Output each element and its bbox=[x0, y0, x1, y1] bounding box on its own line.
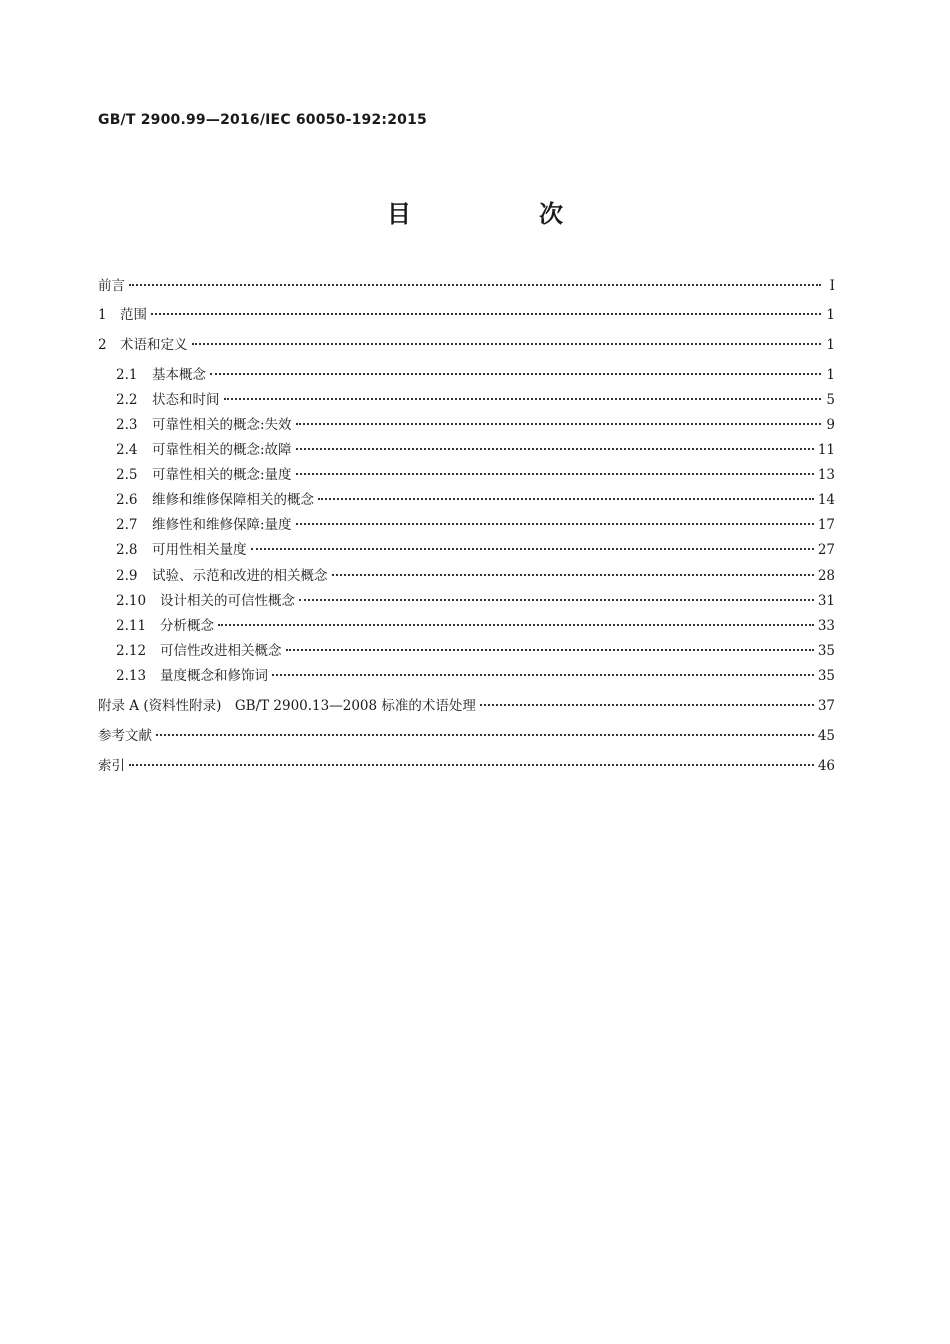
toc-entry-2-13[interactable] bbox=[116, 664, 835, 686]
dot-leader bbox=[296, 473, 814, 475]
toc-page-number: 5 bbox=[826, 392, 835, 408]
toc-entry-label: 附录 A (资料性附录) GB/T 2900.13—2008 标准的术语处理 bbox=[98, 698, 476, 714]
toc-entry-label: 参考文献 bbox=[98, 728, 152, 744]
toc-entry-2-10[interactable] bbox=[116, 589, 835, 611]
toc-entry-2-2[interactable] bbox=[116, 388, 835, 410]
toc-entry-2-7[interactable] bbox=[116, 513, 835, 535]
dot-leader bbox=[272, 674, 814, 676]
toc-section-number: 2.5 bbox=[116, 467, 138, 483]
toc-entry-label: 可靠性相关的概念:失效 bbox=[152, 417, 292, 433]
dot-leader bbox=[296, 448, 814, 450]
toc-entry-label: 可用性相关量度 bbox=[152, 542, 247, 558]
toc-entry-scope[interactable] bbox=[98, 303, 835, 325]
toc-entry-label: 维修和维修保障相关的概念 bbox=[152, 492, 314, 508]
toc-entry-2-12[interactable] bbox=[116, 639, 835, 661]
dot-leader bbox=[286, 649, 814, 651]
toc-entry-2-9[interactable] bbox=[116, 564, 835, 586]
toc-page-number: 37 bbox=[817, 698, 835, 714]
toc-page-number: 17 bbox=[817, 517, 835, 533]
dot-leader bbox=[296, 423, 821, 425]
dot-leader bbox=[156, 734, 814, 736]
toc-page-number: 14 bbox=[817, 492, 835, 508]
toc-entry-2-5[interactable] bbox=[116, 463, 835, 485]
toc-section-number: 2.4 bbox=[116, 442, 138, 458]
toc-section-number: 2.7 bbox=[116, 517, 138, 533]
toc-entry-2-8[interactable] bbox=[116, 538, 835, 560]
toc-entry-foreword[interactable] bbox=[98, 274, 835, 296]
toc-page-number: 11 bbox=[817, 442, 835, 458]
dot-leader bbox=[192, 343, 822, 345]
toc-page-number: 1 bbox=[826, 337, 835, 353]
toc-entry-bibliography[interactable] bbox=[98, 724, 835, 746]
toc-page-number: 35 bbox=[817, 668, 835, 684]
toc-section-number: 2.13 bbox=[116, 668, 147, 684]
standard-number-header: GB/T 2900.99—2016/IEC 60050-192:2015 bbox=[98, 112, 427, 128]
toc-section-number: 2.6 bbox=[116, 492, 138, 508]
toc-entry-label: 设计相关的可信性概念 bbox=[160, 593, 295, 609]
toc-page-number: 31 bbox=[817, 593, 835, 609]
toc-page-number: 35 bbox=[817, 643, 835, 659]
toc-entry-label: 可靠性相关的概念:量度 bbox=[152, 467, 292, 483]
toc-section-number: 2.11 bbox=[116, 618, 147, 634]
toc-page-number: 45 bbox=[817, 728, 835, 744]
dot-leader bbox=[332, 574, 814, 576]
dot-leader bbox=[318, 498, 814, 500]
toc-entry-index[interactable] bbox=[98, 754, 835, 776]
toc-section-number: 2.3 bbox=[116, 417, 138, 433]
toc-entry-label: 量度概念和修饰词 bbox=[160, 668, 268, 684]
dot-leader bbox=[299, 599, 814, 601]
toc-entry-2-1[interactable] bbox=[116, 363, 835, 385]
toc-entry-label: 试验、示范和改进的相关概念 bbox=[152, 568, 328, 584]
dot-leader bbox=[151, 313, 821, 315]
toc-section-number: 1 bbox=[98, 307, 107, 323]
toc-page-number: 13 bbox=[817, 467, 835, 483]
toc-entry-label: 基本概念 bbox=[152, 367, 206, 383]
toc-page-number: 1 bbox=[826, 307, 835, 323]
toc-entry-label: 分析概念 bbox=[160, 618, 214, 634]
toc-section-number: 2.10 bbox=[116, 593, 147, 609]
toc-entry-label: 状态和时间 bbox=[152, 392, 220, 408]
toc-entry-2-6[interactable] bbox=[116, 488, 835, 510]
toc-section-number: 2.9 bbox=[116, 568, 138, 584]
toc-section-number: 2.8 bbox=[116, 542, 138, 558]
dot-leader bbox=[210, 373, 821, 375]
toc-section-number: 2.2 bbox=[116, 392, 138, 408]
toc-entry-2-4[interactable] bbox=[116, 438, 835, 460]
dot-leader bbox=[129, 284, 821, 286]
toc-page-number: I bbox=[829, 278, 835, 294]
toc-page-number: 33 bbox=[817, 618, 835, 634]
toc-entry-label: 可靠性相关的概念:故障 bbox=[152, 442, 292, 458]
toc-section-number: 2 bbox=[98, 337, 107, 353]
dot-leader bbox=[296, 523, 814, 525]
dot-leader bbox=[218, 624, 814, 626]
dot-leader bbox=[224, 398, 822, 400]
toc-entry-terms[interactable] bbox=[98, 333, 835, 355]
toc-entry-2-3[interactable] bbox=[116, 413, 835, 435]
toc-entry-annex-a[interactable] bbox=[98, 694, 835, 716]
toc-entry-label: 可信性改进相关概念 bbox=[160, 643, 282, 659]
dot-leader bbox=[129, 764, 814, 766]
toc-section-number: 2.12 bbox=[116, 643, 147, 659]
toc-entry-label: 术语和定义 bbox=[120, 337, 188, 353]
dot-leader bbox=[251, 548, 814, 550]
toc-entry-label: 索引 bbox=[98, 758, 125, 774]
toc-page-number: 1 bbox=[826, 367, 835, 383]
toc-entry-label: 维修性和维修保障:量度 bbox=[152, 517, 292, 533]
toc-page-number: 46 bbox=[817, 758, 835, 774]
toc-section-number: 2.1 bbox=[116, 367, 138, 383]
toc-entry-label: 范围 bbox=[120, 307, 147, 323]
toc-page-number: 28 bbox=[817, 568, 835, 584]
toc-entry-2-11[interactable] bbox=[116, 614, 835, 636]
toc-title: 目 次 bbox=[387, 200, 615, 228]
toc-page-number: 27 bbox=[817, 542, 835, 558]
toc-entry-label: 前言 bbox=[98, 278, 125, 294]
dot-leader bbox=[480, 704, 814, 706]
toc-page-number: 9 bbox=[826, 417, 835, 433]
